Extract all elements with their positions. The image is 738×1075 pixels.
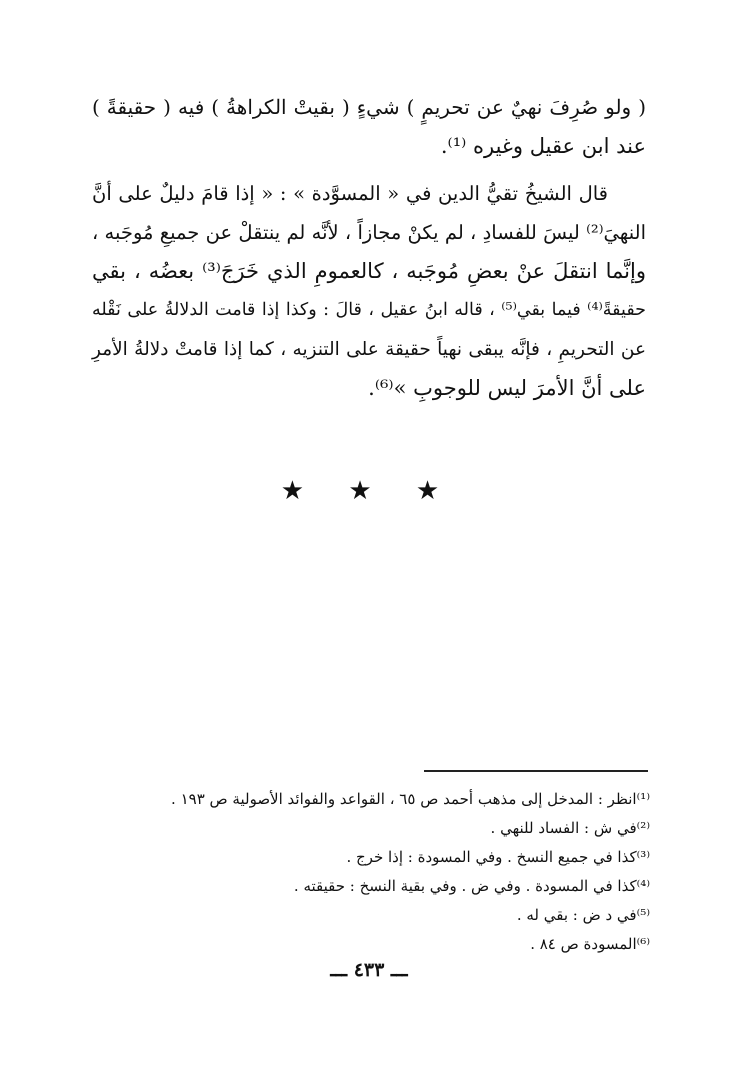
footnote-divider <box>424 770 648 772</box>
text-line: النهيَ⁽²⁾ ليسَ للفسادِ ، لم يكنْ مجازاً ، لأنَّه لم ينتقلْ عن جميعِ مُوجَبه ، <box>92 221 646 244</box>
section-separator: ★ ★ ★ <box>280 476 458 506</box>
text-line: حقيقةً⁽⁴⁾ فيما بقي⁽⁵⁾ ، قاله ابنُ عقيل ، قالَ : وكذا إذا قامت الدلالةُ على نَقْله <box>92 300 646 320</box>
text-line: ( ولو صُرِفَ نهيٌ عن تحريمٍ ) شيءٍ ( بقيتْ الكراهةُ ) فيه ( حقيقةً ) <box>92 95 646 119</box>
main-text <box>92 88 646 408</box>
footnotes <box>90 785 650 959</box>
footnote: ⁽⁵⁾في د ض : بقي له . <box>516 906 650 924</box>
text-line: قال الشيخُ تقيُّ الدين في « المسوَّدة » : « إذا قامَ دليلٌ على أنَّ <box>92 182 608 205</box>
footnote: ⁽³⁾كذا في جميع النسخ . وفي المسودة : إذا خرج . <box>346 848 650 866</box>
footnote: ⁽²⁾في ش : الفساد للنهي . <box>490 819 650 837</box>
page-number: ـــ ٤٣٣ ـــ <box>330 959 408 981</box>
text-line: وإنَّما انتقلَ عنْ بعضِ مُوجَبه ، كالعمومِ الذي خَرَجَ⁽³⁾ بعضُه ، بقي <box>92 259 646 283</box>
paragraph-gap <box>92 166 646 174</box>
footnote: ⁽⁶⁾المسودة ص ٨٤ . <box>530 935 650 953</box>
footnote: ⁽¹⁾انظر : المدخل إلى مذهب أحمد ص ٦٥ ، القواعد والفوائد الأصولية ص ١٩٣ . <box>171 790 650 808</box>
text-line: عن التحريمِ ، فإنَّه يبقى نهياً حقيقة على التنزيه ، كما إذا قامتْ دلالةُ الأمرِ <box>92 339 646 360</box>
footnote: ⁽⁴⁾كذا في المسودة . وفي ض . وفي بقية النسخ : حقيقته . <box>293 877 650 895</box>
text-line: عند ابن عقيل وغيره ⁽¹⁾. <box>440 134 646 158</box>
text-line: على أنَّ الأمرَ ليس للوجوبِ »⁽⁶⁾. <box>368 376 646 400</box>
